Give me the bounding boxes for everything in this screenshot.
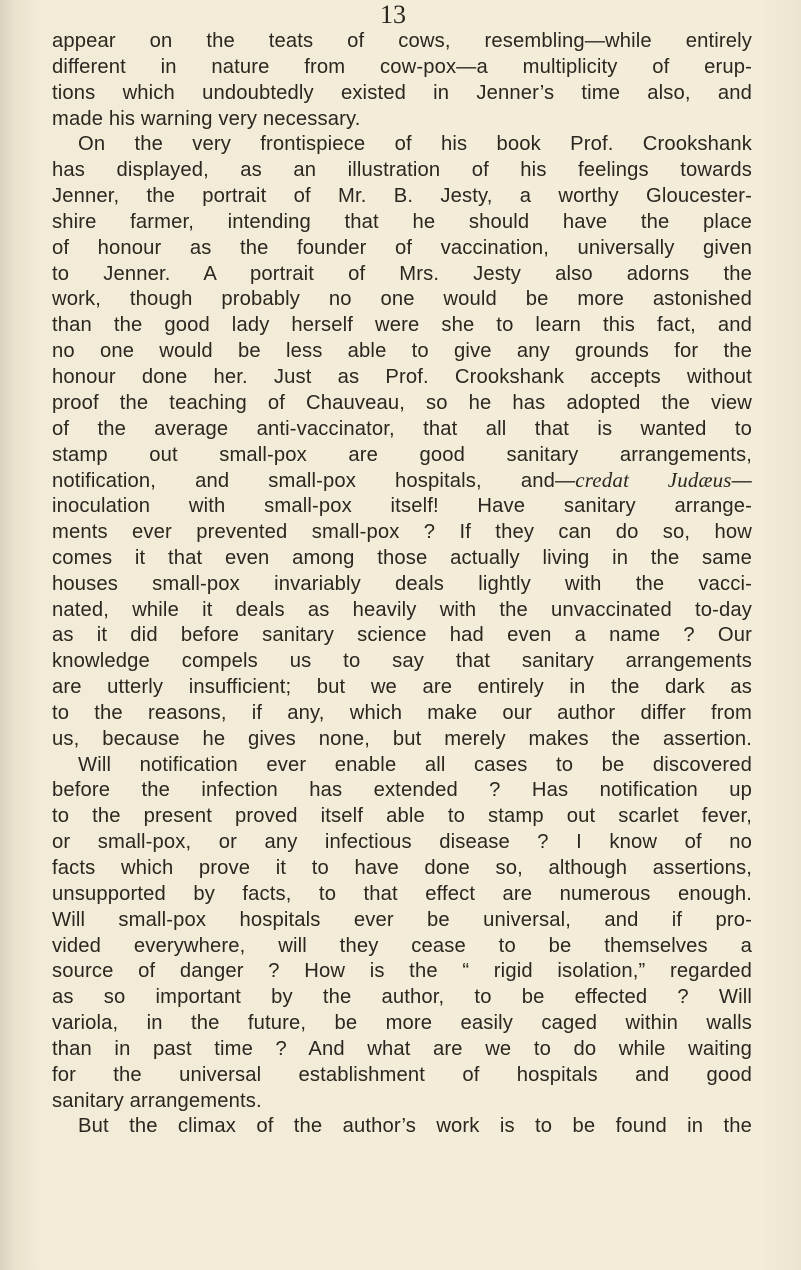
text-line: for the universal establishment of hospitals and good <box>52 1063 752 1086</box>
text-line: as so important by the author, to be effected ? Will <box>52 986 752 1009</box>
text-line: honour done her. Just as Prof. Crookshank accepts without <box>52 365 752 388</box>
text-line: Will small-pox hospitals ever be universal, and if pro- <box>52 908 752 931</box>
text-line: tions which undoubtedly existed in Jenner’s time also, and <box>52 81 752 104</box>
text-line: Will notification ever enable all cases to be discovered <box>78 753 752 776</box>
text-line: source of danger ? How is the “ rigid isolation,” regarded <box>52 960 752 983</box>
text-line: sanitary arrangements. <box>52 1089 262 1112</box>
text-line-with-italic <box>52 468 752 494</box>
text-line: Jenner, the portrait of Mr. B. Jesty, a worthy Gloucester- <box>52 185 752 208</box>
text-line: nated, while it deals as heavily with the unvaccinated to-day <box>52 598 752 621</box>
text-line: variola, in the future, be more easily caged within walls <box>52 1012 752 1035</box>
text-line: knowledge compels us to say that sanitary arrangements <box>52 650 752 673</box>
italic-phrase: credat Judæus <box>575 468 732 493</box>
text-line: stamp out small-pox are good sanitary arrangements, <box>52 443 752 466</box>
text-line: to the present proved itself able to stamp out scarlet fever, <box>52 805 752 828</box>
text-segment: — <box>731 470 752 493</box>
text-line: shire farmer, intending that he should have the place <box>52 210 752 233</box>
text-line: of honour as the founder of vaccination, universally given <box>52 236 752 259</box>
text-line: But the climax of the author’s work is to be found in the <box>78 1115 752 1138</box>
text-line: to the reasons, if any, which make our author differ from <box>52 701 752 724</box>
text-line: vided everywhere, will they cease to be themselves a <box>52 934 752 957</box>
text-line: before the infection has extended ? Has notification up <box>52 779 752 802</box>
text-line: ments ever prevented small-pox ? If they can do so, how <box>52 521 752 544</box>
text-line: to Jenner. A portrait of Mrs. Jesty also adorns the <box>52 262 752 285</box>
body-text <box>52 29 752 1140</box>
text-line: than in past time ? And what are we to do while waiting <box>52 1037 752 1060</box>
text-line: are utterly insufficient; but we are entirely in the dark as <box>52 676 752 699</box>
text-line: as it did before sanitary science had even a name ? Our <box>52 624 752 647</box>
text-line: houses small-pox invariably deals lightly with the vacci- <box>52 572 752 595</box>
text-line: no one would be less able to give any grounds for the <box>52 340 752 363</box>
text-line: different in nature from cow-pox—a multiplicity of erup- <box>52 55 752 78</box>
text-line: facts which prove it to have done so, although assertions, <box>52 857 752 879</box>
page-number: 13 <box>380 0 406 29</box>
text-line: appear on the teats of cows, resembling—while entirely <box>52 30 752 52</box>
text-line: than the good lady herself were she to learn this fact, and <box>52 314 752 337</box>
text-line: work, though probably no one would be more astonished <box>52 288 752 311</box>
text-segment: notification, and small-pox hospitals, and— <box>52 470 576 493</box>
text-line: us, because he gives none, but merely makes the assertion. <box>52 727 752 750</box>
text-line: proof the teaching of Chauveau, so he has adopted the view <box>52 391 752 414</box>
text-line: or small-pox, or any infectious disease ? I know of no <box>52 831 752 854</box>
text-line: unsupported by facts, to that effect are numerous enough. <box>52 882 752 905</box>
text-line: comes it that even among those actually living in the same <box>52 546 752 569</box>
text-line: On the very frontispiece of his book Prof. Crookshank <box>78 133 752 156</box>
text-line: inoculation with small-pox itself! Have sanitary arrange- <box>52 495 752 518</box>
text-line: of the average anti-vaccinator, that all that is wanted to <box>52 417 752 440</box>
text-line: has displayed, as an illustration of his feelings towards <box>52 159 752 182</box>
text-line: made his warning very necessary. <box>52 107 361 130</box>
